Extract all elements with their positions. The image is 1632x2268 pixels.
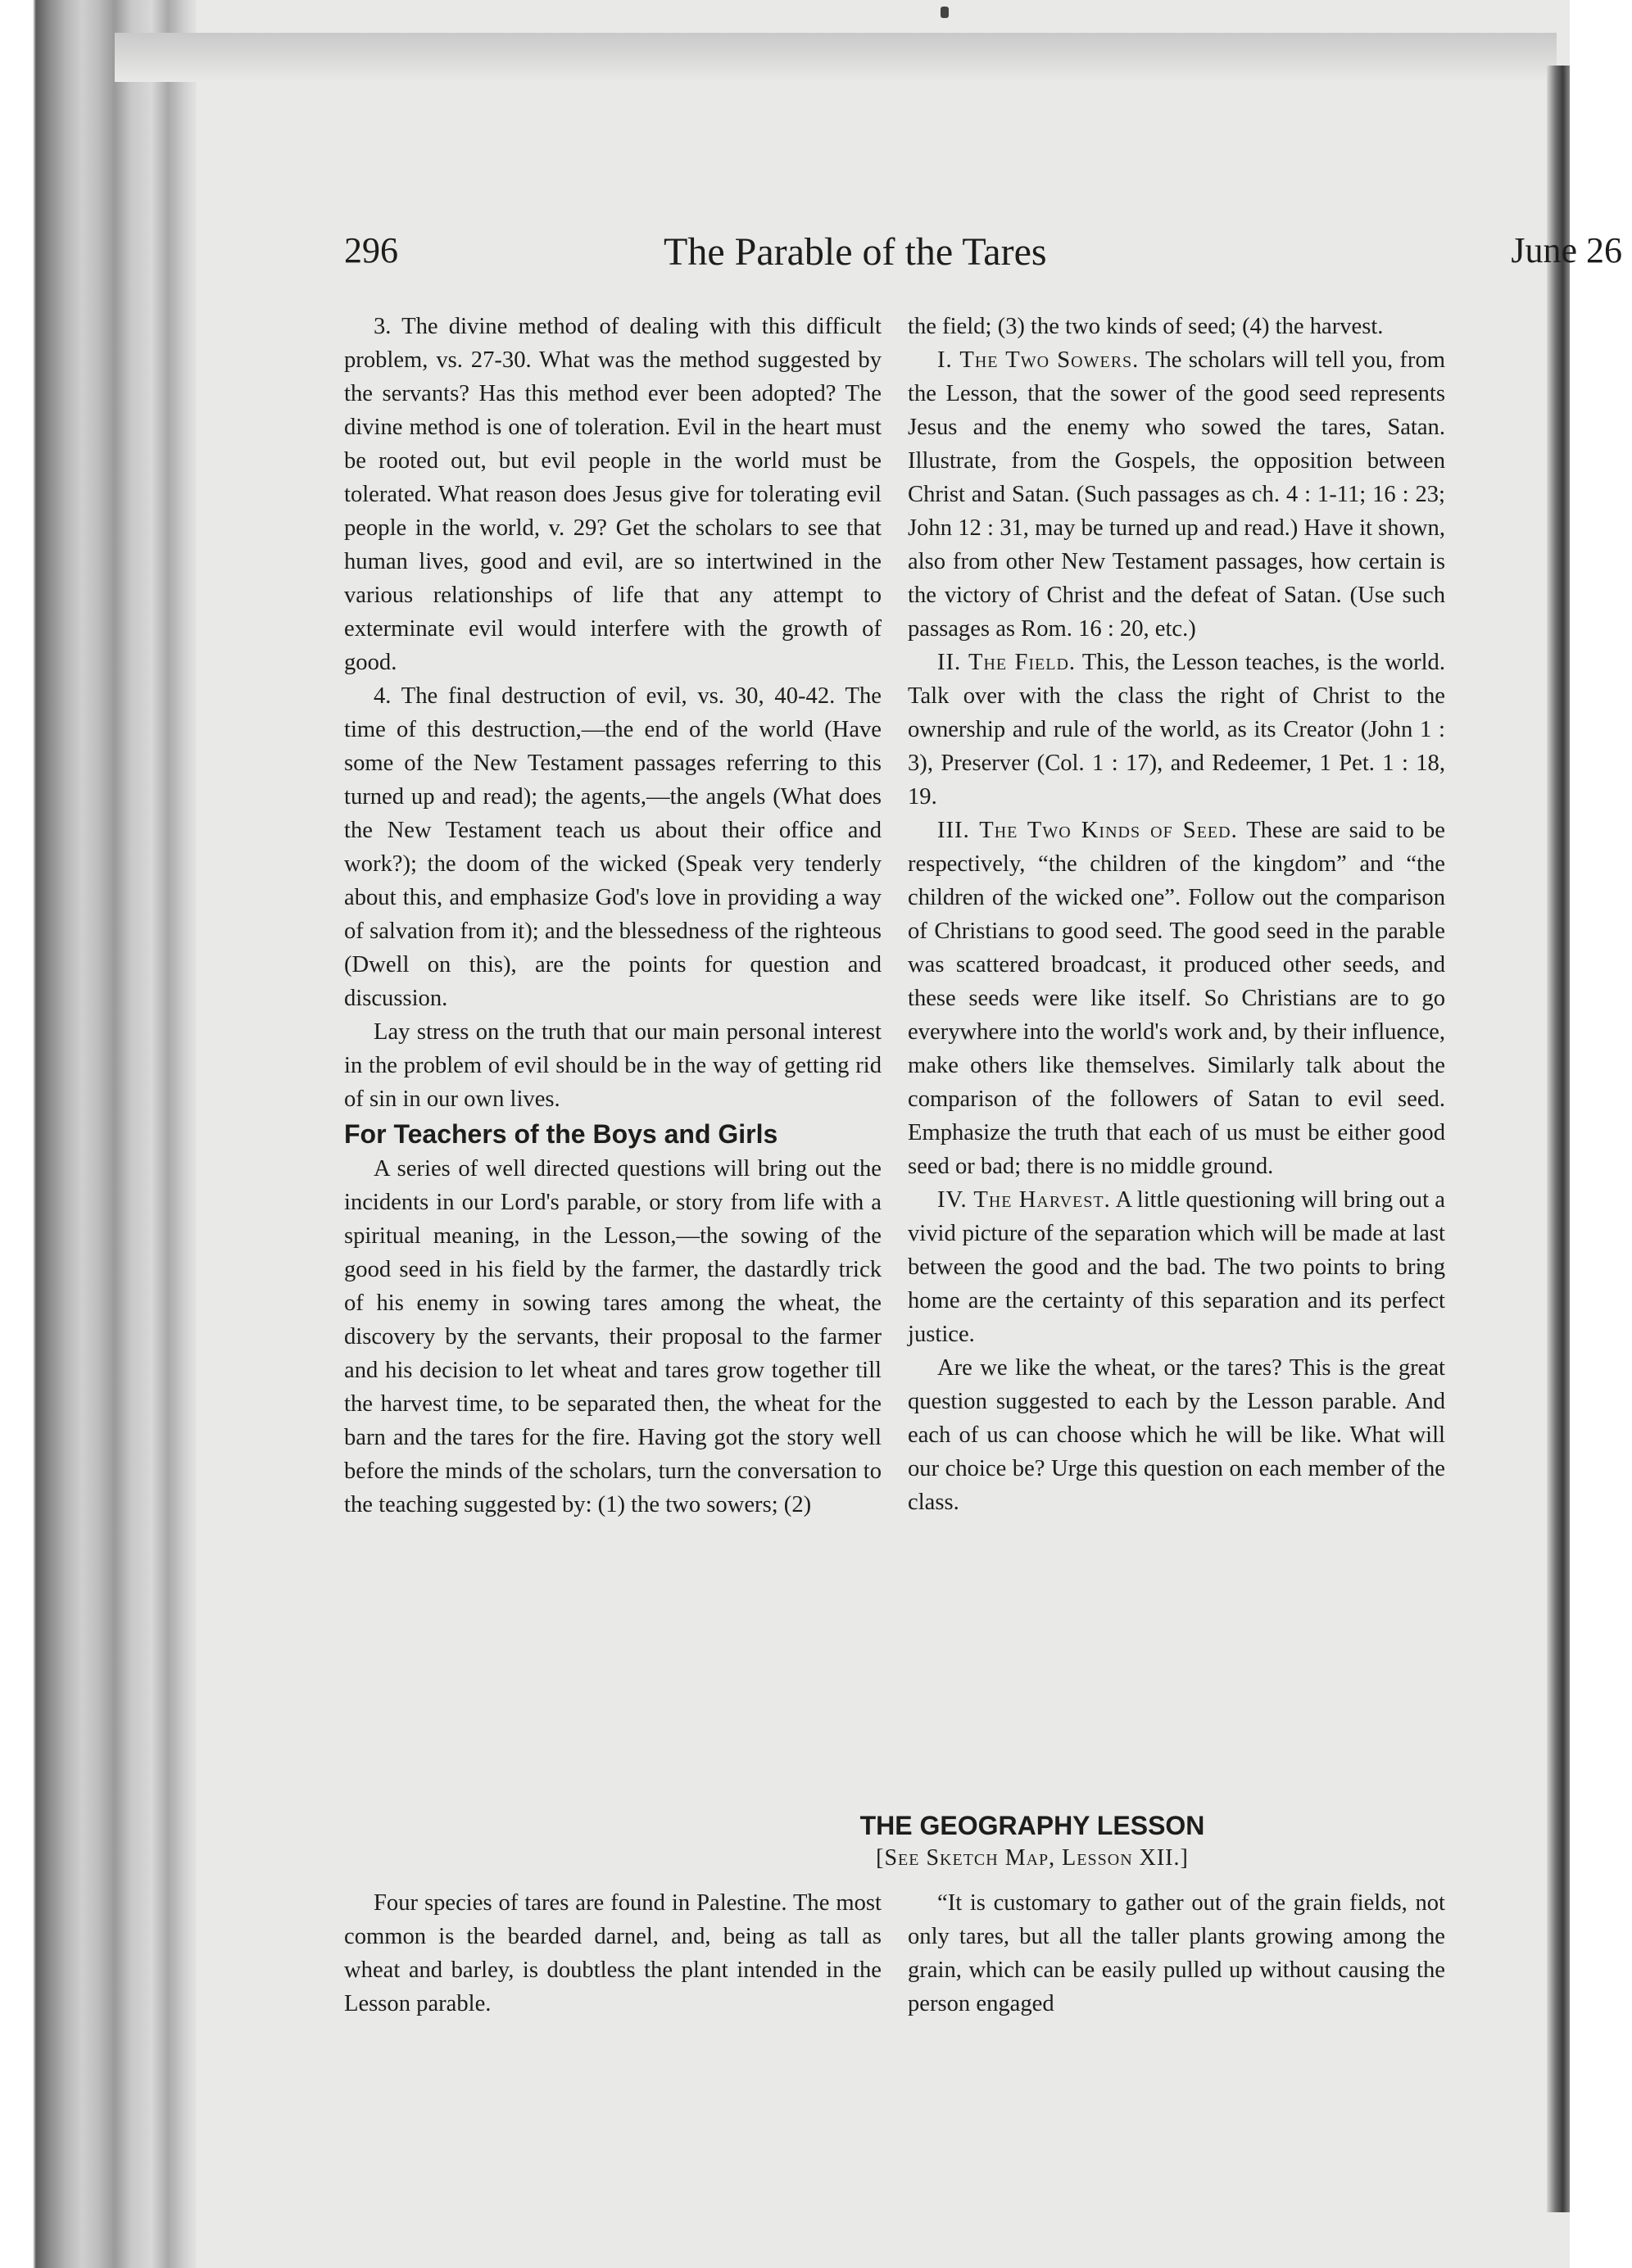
- paragraph: [908, 814, 1445, 1183]
- outer-margin: [1570, 0, 1632, 2268]
- book-binding-edge: [0, 0, 197, 2268]
- point-label: IV. The Harvest.: [937, 1187, 1111, 1213]
- page-number: 296: [344, 230, 398, 270]
- paragraph: Are we like the wheat, or the tares? This is the great question suggested to each by the Lesson parable. And each of us can choose which he will be like. What will our choice be? Urge this question on each member of the class.: [908, 1355, 1445, 1515]
- paragraph: Four species of tares are found in Palestine. The most common is the bearded darnel, and, being as tall as wheat and barley, is doubtless the plant intended in the Lesson parable.: [344, 1890, 882, 2016]
- paragraph: [908, 646, 1445, 814]
- page-right-edge: [1547, 66, 1570, 2212]
- point-text: The scholars will tell you, from the Lesson, that the sower of the good seed represents Jesus and the enemy who sowed the tares, Satan. Illustrate, from the Gospels, the opposition between Christ and Satan. (Such passages as ch. 4 : 1-11; 16 : 23; John 12 : 31, may be turned up and read.) Have it shown, also from other New Testament passages, how certain is the victory of Christ and the defeat of Satan. (Use such passages as Rom. 16 : 20, etc.): [908, 347, 1445, 642]
- scan-speck: [941, 7, 949, 18]
- left-column: [344, 310, 882, 1522]
- right-column: [908, 310, 1445, 1519]
- point-text: This, the Lesson teaches, is the world. Talk over with the class the right of Christ to the ownership and rule of the world, as its Creator (John 1 : 3), Preserver (Col. 1 : 17), and Redeemer, 1 Pet. 1 : 18, 19.: [908, 650, 1445, 810]
- point-label: II. The Field.: [937, 650, 1077, 675]
- section-heading: For Teachers of the Boys and Girls: [344, 1119, 778, 1149]
- paragraph: “It is customary to gather out of the grain fields, not only tares, but all the taller plants growing among the grain, which can be easily pulled up without causing the person engaged: [908, 1890, 1445, 2016]
- paragraph: Lay stress on the truth that our main personal interest in the problem of evil should be in the way of getting rid of sin in our own lives.: [344, 1019, 882, 1112]
- paragraph: [908, 1183, 1445, 1351]
- geography-subheading: [See Sketch Map, Lesson XII.]: [876, 1845, 1189, 1871]
- running-header: [344, 229, 1622, 295]
- paragraph: [908, 343, 1445, 646]
- paragraph: 4. The final destruction of evil, vs. 30, 40-42. The time of this destruction,—the end of the world (Have some of the New Testament passages referring to this turned up and read); the agents,—the angels (What does the New Testament teach us about their office and work?); the doom of the wicked (Speak very tenderly about this, and emphasize God's love in providing a way of salvation from it); and the blessedness of the righteous (Dwell on this), are the points for question and discussion.: [344, 683, 882, 1011]
- page-date: June 26: [1511, 230, 1622, 270]
- point-text: These are said to be respectively, “the children of the kingdom” and “the children of the wicked one”. Follow out the comparison of Christians to good seed. The good seed in the parable was scattered broadcast, it produced other seeds, and these seeds were like itself. So Christians are to go everywhere into the world's work and, by their influence, make others like themselves. Similarly talk about the comparison of the followers of Satan to evil seed. Emphasize the truth that each of us must be either good seed or bad; there is no middle ground.: [908, 818, 1445, 1179]
- geography-heading: THE GEOGRAPHY LESSON: [859, 1811, 1205, 1840]
- book-page: [197, 66, 1622, 2212]
- paragraph: 3. The divine method of dealing with this difficult problem, vs. 27-30. What was the method suggested by the servants? Has this method ever been adopted? The divine method is one of toleration. Evil in the heart must be rooted out, but evil people in the world must be tolerated. What reason does Jesus give for tolerating evil people in the world, v. 29? Get the scholars to see that human lives, good and evil, are so intertwined in the various relationships of life that any attempt to exterminate evil would interfere with the growth of good.: [344, 314, 882, 675]
- geography-right-column: [908, 1886, 1445, 2021]
- point-label: III. The Two Kinds of Seed.: [937, 818, 1238, 843]
- paragraph: A series of well directed questions will bring out the incidents in our Lord's parable, or story from life with a spiritual meaning, in the Lesson,—the sowing of the good seed in his field by the farmer, the dastardly trick of his enemy in sowing tares among the wheat, the discovery by the servants, their proposal to the farmer and his decision to let wheat and tares grow together till the harvest time, to be separated then, the wheat for the barn and the tares for the fire. Having got the story well before the minds of the scholars, turn the conversation to the teaching suggested by: (1) the two sowers; (2): [344, 1156, 882, 1517]
- page-title: The Parable of the Tares: [664, 230, 1047, 274]
- point-text: A little questioning will bring out a vivid picture of the separation which will be made at last between the good and the bad. The two points to bring home are the certainty of this separation and its perfect justice.: [908, 1187, 1445, 1347]
- geography-left-column: [344, 1886, 882, 2021]
- paragraph: the field; (3) the two kinds of seed; (4) the harvest.: [908, 314, 1384, 339]
- point-label: I. The Two Sowers.: [937, 347, 1140, 373]
